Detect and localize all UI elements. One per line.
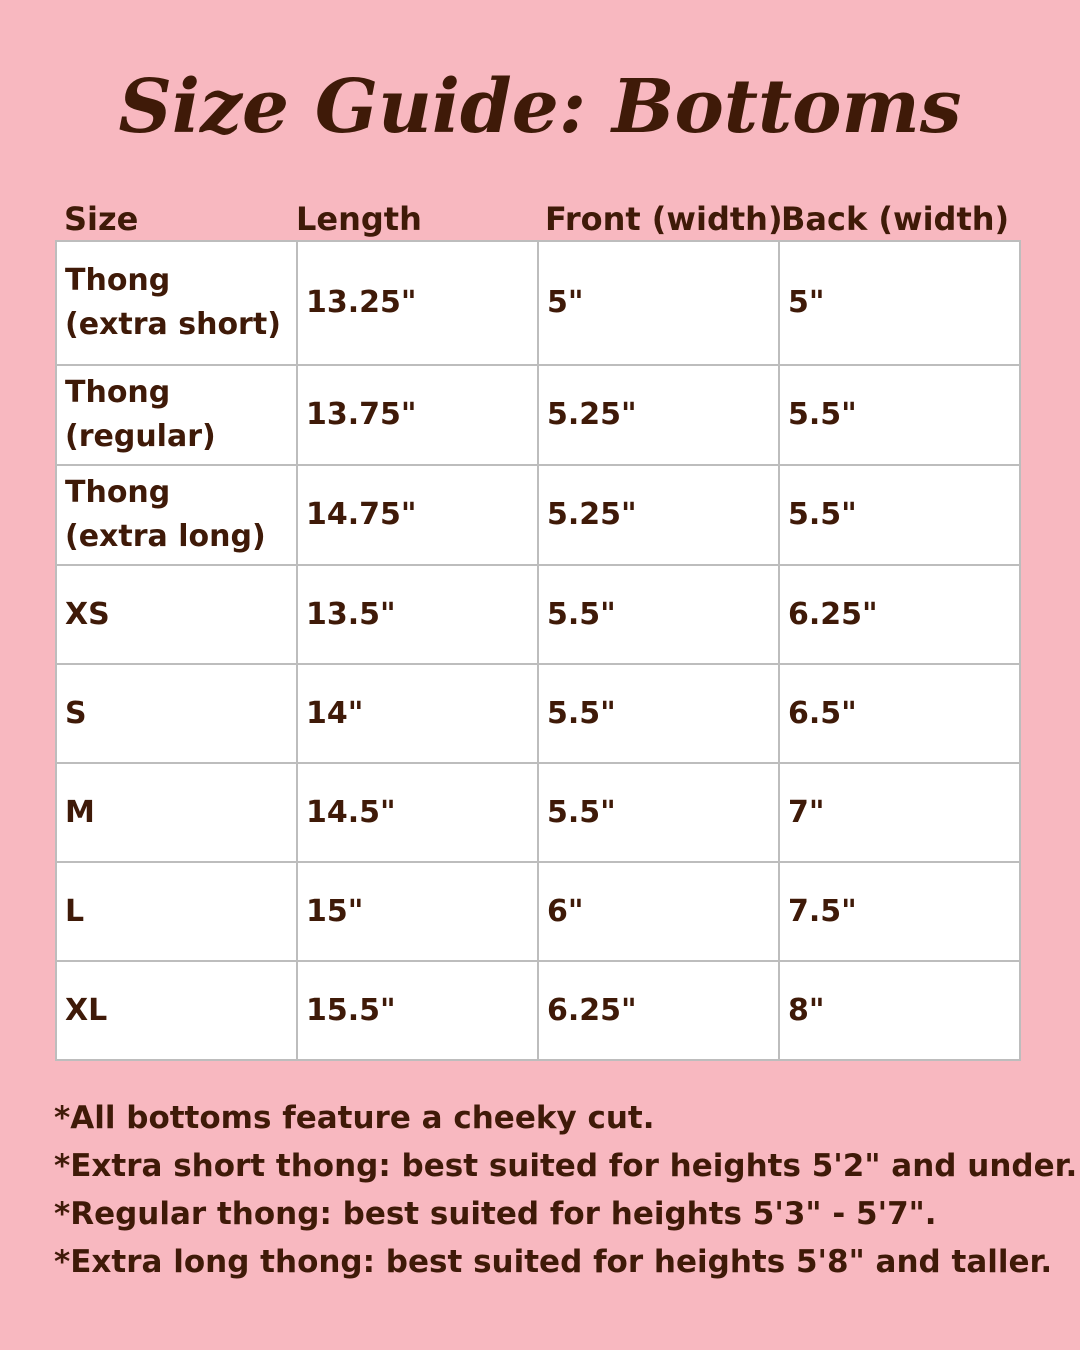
length-cell: 15.5" [297,961,538,1060]
front-width-cell: 6.25" [538,961,779,1060]
back-width-cell: 7" [779,763,1020,862]
front-width-cell: 5.25" [538,465,779,565]
column-header-length: Length [296,200,422,238]
back-width-cell: 5" [779,241,1020,365]
size-cell [56,241,297,365]
back-width-cell: 6.5" [779,664,1020,763]
back-width-cell: 6.25" [779,565,1020,664]
back-width-cell: 5.5" [779,465,1020,565]
back-width-cell: 5.5" [779,365,1020,465]
size-sublabel: (extra long) [65,519,266,554]
table-row [56,565,1020,664]
length-cell: 15" [297,862,538,961]
column-header-size: Size [64,200,139,238]
footnote-regular-thong: *Regular thong: best suited for heights 5'3" - 5'7". [54,1196,937,1232]
size-label: Thong [65,475,171,510]
size-cell [56,465,297,565]
table-row [56,465,1020,565]
table-row [56,664,1020,763]
footnote-extra-short-thong: *Extra short thong: best suited for heights 5'2" and under. [54,1148,1078,1184]
size-sublabel: (extra short) [65,307,281,342]
size-cell: XL [56,961,297,1060]
length-cell: 14" [297,664,538,763]
size-label: Thong [65,263,171,298]
length-cell: 13.5" [297,565,538,664]
length-cell: 13.75" [297,365,538,465]
size-label: Thong [65,375,171,410]
table-row [56,862,1020,961]
front-width-cell: 5" [538,241,779,365]
length-cell: 13.25" [297,241,538,365]
footnote-extra-long-thong: *Extra long thong: best suited for heights 5'8" and taller. [54,1244,1053,1280]
length-cell: 14.5" [297,763,538,862]
footnotes [54,1094,1078,1286]
back-width-cell: 8" [779,961,1020,1060]
front-width-cell: 5.5" [538,565,779,664]
table-row [56,763,1020,862]
front-width-cell: 5.5" [538,664,779,763]
size-cell [56,365,297,465]
column-headers [56,198,1020,240]
front-width-cell: 6" [538,862,779,961]
size-cell: S [56,664,297,763]
back-width-cell: 7.5" [779,862,1020,961]
size-cell: M [56,763,297,862]
size-sublabel: (regular) [65,419,216,454]
size-cell: L [56,862,297,961]
footnote-cheeky-cut: *All bottoms feature a cheeky cut. [54,1100,655,1136]
page-title: Size Guide: Bottoms [118,64,962,150]
column-header-front-width: Front (width) [545,200,783,238]
front-width-cell: 5.25" [538,365,779,465]
table-row [56,961,1020,1060]
size-table [55,240,1021,1061]
table-row [56,241,1020,365]
size-cell: XS [56,565,297,664]
front-width-cell: 5.5" [538,763,779,862]
column-header-back-width: Back (width) [781,200,1010,238]
table-row [56,365,1020,465]
length-cell: 14.75" [297,465,538,565]
